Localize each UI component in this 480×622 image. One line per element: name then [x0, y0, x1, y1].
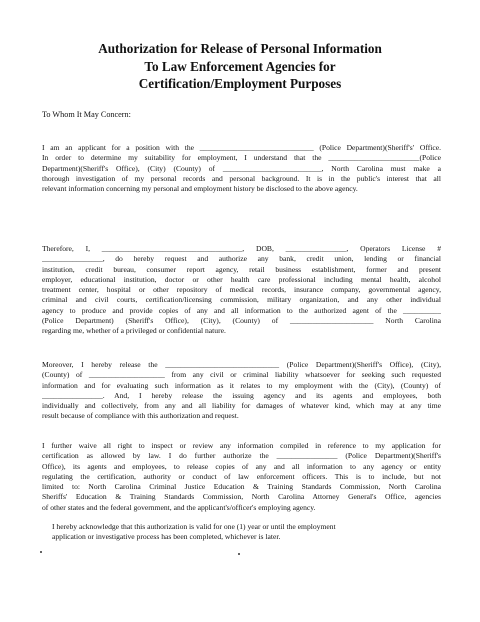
scan-mark	[40, 551, 42, 553]
acknowledgement-paragraph	[52, 522, 412, 543]
title-line-3: Certification/Employment Purposes	[138, 76, 342, 91]
waiver-paragraph	[42, 441, 441, 513]
paragraph-line: Therefore, I, _____________________________________, DOB, ________________, Operators License #	[42, 244, 441, 253]
paragraph-line: application or investigative process has been completed, whichever is later.	[52, 532, 281, 542]
paragraph-line: Department)(Sheriff's Office), (City) (County) of __________________________, North Carolina must make a	[42, 163, 441, 173]
authorization-paragraph	[42, 244, 441, 337]
paragraph-line: I am an applicant for a position with the ______________________________ (Police Department)(Sheriff's' Office.	[42, 143, 441, 152]
paragraph-line: Sheriffs' Education & Training Standards Commission, North Carolina Attorney General's Office, agencies	[42, 492, 441, 502]
document-title	[0, 40, 480, 93]
paragraph-line: I further waive all right to inspect or review any information compiled in reference to my application for	[42, 441, 441, 450]
salutation: To Whom It May Concern:	[42, 110, 131, 119]
applicant-paragraph	[42, 143, 441, 194]
paragraph-line: regarding me, whether of a privileged or confidential nature.	[42, 326, 226, 336]
paragraph-line: thorough investigation of my personal records and personal background. It is in the public's interest that all	[42, 173, 441, 183]
paragraph-line: information and for evaluating such information as it relates to my employment with the (City), (County) of	[42, 380, 441, 390]
title-line-2: To Law Enforcement Agencies for	[144, 58, 336, 74]
paragraph-line: I hereby acknowledge that this authorization is valid for one (1) year or until the employment	[52, 522, 336, 531]
paragraph-line: ________________, do hereby request and authorize any bank, credit union, lending or financial	[42, 254, 441, 264]
paragraph-line: of other states and the federal government, and the applicant's/officer's employing agency.	[42, 502, 316, 512]
paragraph-line: ________________. And, I hereby release the issuing agency and its agents and employees, both	[42, 390, 441, 400]
paragraph-line: certification as allowed by law. I do further authorize the ________________ (Police Department)(Sheriff's	[42, 451, 441, 461]
title-line-1: Authorization for Release of Personal Information	[98, 41, 382, 56]
scan-mark	[238, 553, 240, 555]
paragraph-line: limited to: North Carolina Criminal Justice Education & Training Standards Commission, North Carolina	[42, 482, 441, 492]
paragraph-line: individually and collectively, from any and all liability for damages of whatever kind, which may at any time	[42, 401, 441, 411]
paragraph-line: treatment center, hospital or other repository of medical records, insurance company, governmental agency,	[42, 285, 441, 295]
paragraph-line: result because of compliance with this authorization and request.	[42, 411, 239, 421]
paragraph-line: regulating the certification, authority or conduct of law enforcement officers. This is to include, but not	[42, 471, 441, 481]
paragraph-line: (Police Department) (Sheriff's Office), (City), (County) of ______________________ North Carolina	[42, 316, 441, 326]
paragraph-line: criminal and civil courts, certification/licensing commission, military organization, and any other individual	[42, 295, 441, 305]
paragraph-line: employer, educational institution, doctor or other health care professional including mental health, alcohol	[42, 274, 441, 284]
paragraph-line: relevant information concerning my personal and employment history be disclosed to the above agency.	[42, 184, 358, 194]
paragraph-line: Office), its agents and employees, to release copies of any and all information to any agency or entity	[42, 461, 441, 471]
paragraph-line: agency to produce and provide copies of any and all information to the authorized agent of the __________	[42, 305, 441, 315]
paragraph-line: In order to determine my suitability for employment, I understand that the ________________________(Police	[42, 153, 441, 163]
release-paragraph	[42, 360, 441, 422]
paragraph-line: institution, credit bureau, consumer report agency, retail business establishment, former and present	[42, 264, 441, 274]
paragraph-line: Moreover, I hereby release the ______________________________ (Police Department)(Sheriff's Office), (City),	[42, 360, 441, 369]
paragraph-line: (County) of ____________________ from any civil or criminal liability whatsoever for seeking such requested	[42, 370, 441, 380]
